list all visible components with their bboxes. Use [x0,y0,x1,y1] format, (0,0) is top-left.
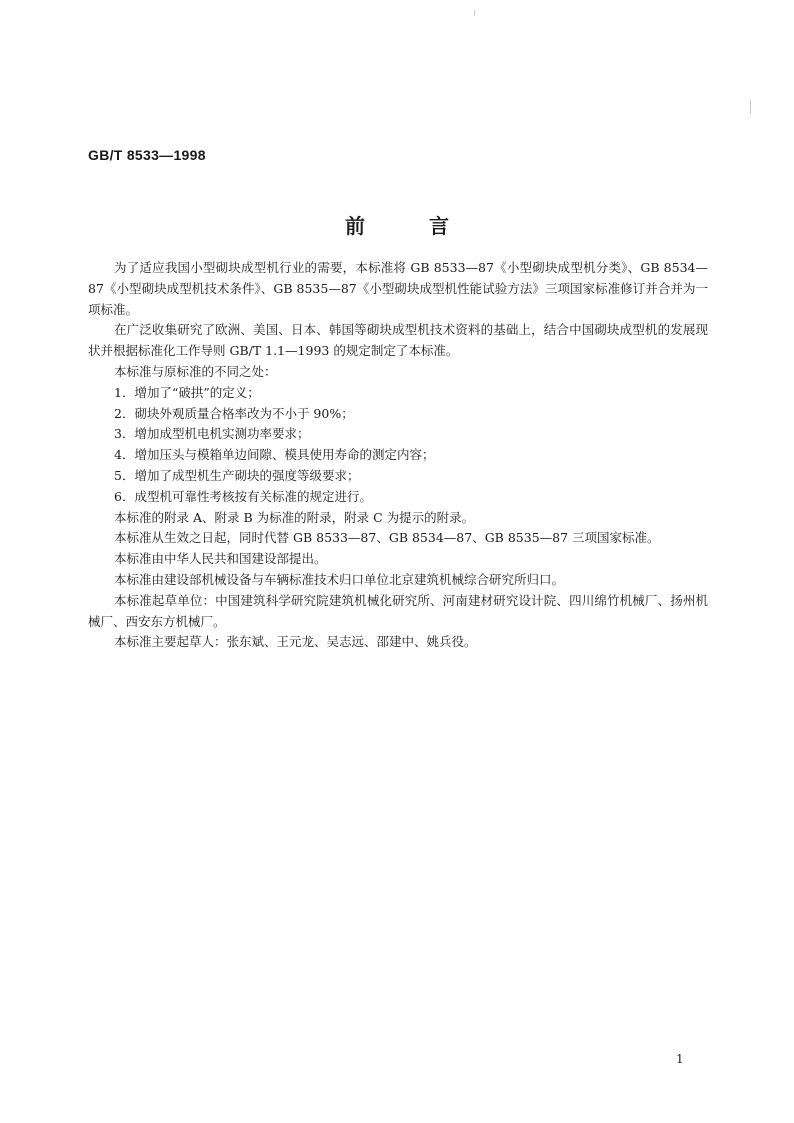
scan-mark [750,100,751,114]
paragraph: 本标准的附录 A、附录 B 为标准的附录，附录 C 为提示的附录。 [114,509,475,525]
paragraph: 在广泛收集研究了欧洲、美国、日本、韩国等砌块成型机技术资料的基础上，结合中国砌块成型机的发展现状并根据标准化工作导则 GB/T 1.1—1993 的规定制定了本标准。 [88,322,708,359]
list-item: 5．增加了成型机生产砌块的强度等级要求； [114,467,360,483]
page-number: 1 [676,1052,684,1066]
page-title: 前言 [345,214,513,238]
standard-code: GB/T 8533—1998 [88,147,206,163]
paragraph: 本标准主要起草人：张东斌、王元龙、吴志远、邵建中、姚兵役。 [114,634,477,650]
list-item: 4．增加压头与模箱单边间隙、模具使用寿命的测定内容； [114,447,435,463]
paragraph: 本标准与原标准的不同之处： [114,363,277,379]
paragraph: 本标准由中华人民共和国建设部提出。 [114,551,327,567]
preface-body [88,258,708,653]
list-item: 6．成型机可靠性考核按有关标准的规定进行。 [114,488,372,504]
scan-mark [474,10,475,16]
list-item: 3．增加成型机电机实测功率要求； [114,426,310,442]
paragraph: 本标准由建设部机械设备与车辆标准技术归口单位北京建筑机械综合研究所归口。 [114,571,565,587]
paragraph: 本标准从生效之日起，同时代替 GB 8533—87、GB 8534—87、GB 8535—87 三项国家标准。 [114,530,660,546]
paragraph: 为了适应我国小型砌块成型机行业的需要，本标准将 GB 8533—87《小型砌块成型机分类》、GB 8534—87《小型砌块成型机技术条件》、GB 8535—87《小型砌块成型机性能试验方法》三项国家标准修订并合并为一项标准。 [88,260,708,317]
list-item: 1．增加了“破拱”的定义； [114,384,260,400]
paragraph: 本标准起草单位：中国建筑科学研究院建筑机械化研究所、河南建材研究设计院、四川绵竹机械厂、扬州机械厂、西安东方机械厂。 [88,592,708,629]
list-item: 2．砌块外观质量合格率改为不小于 90%； [114,405,354,421]
